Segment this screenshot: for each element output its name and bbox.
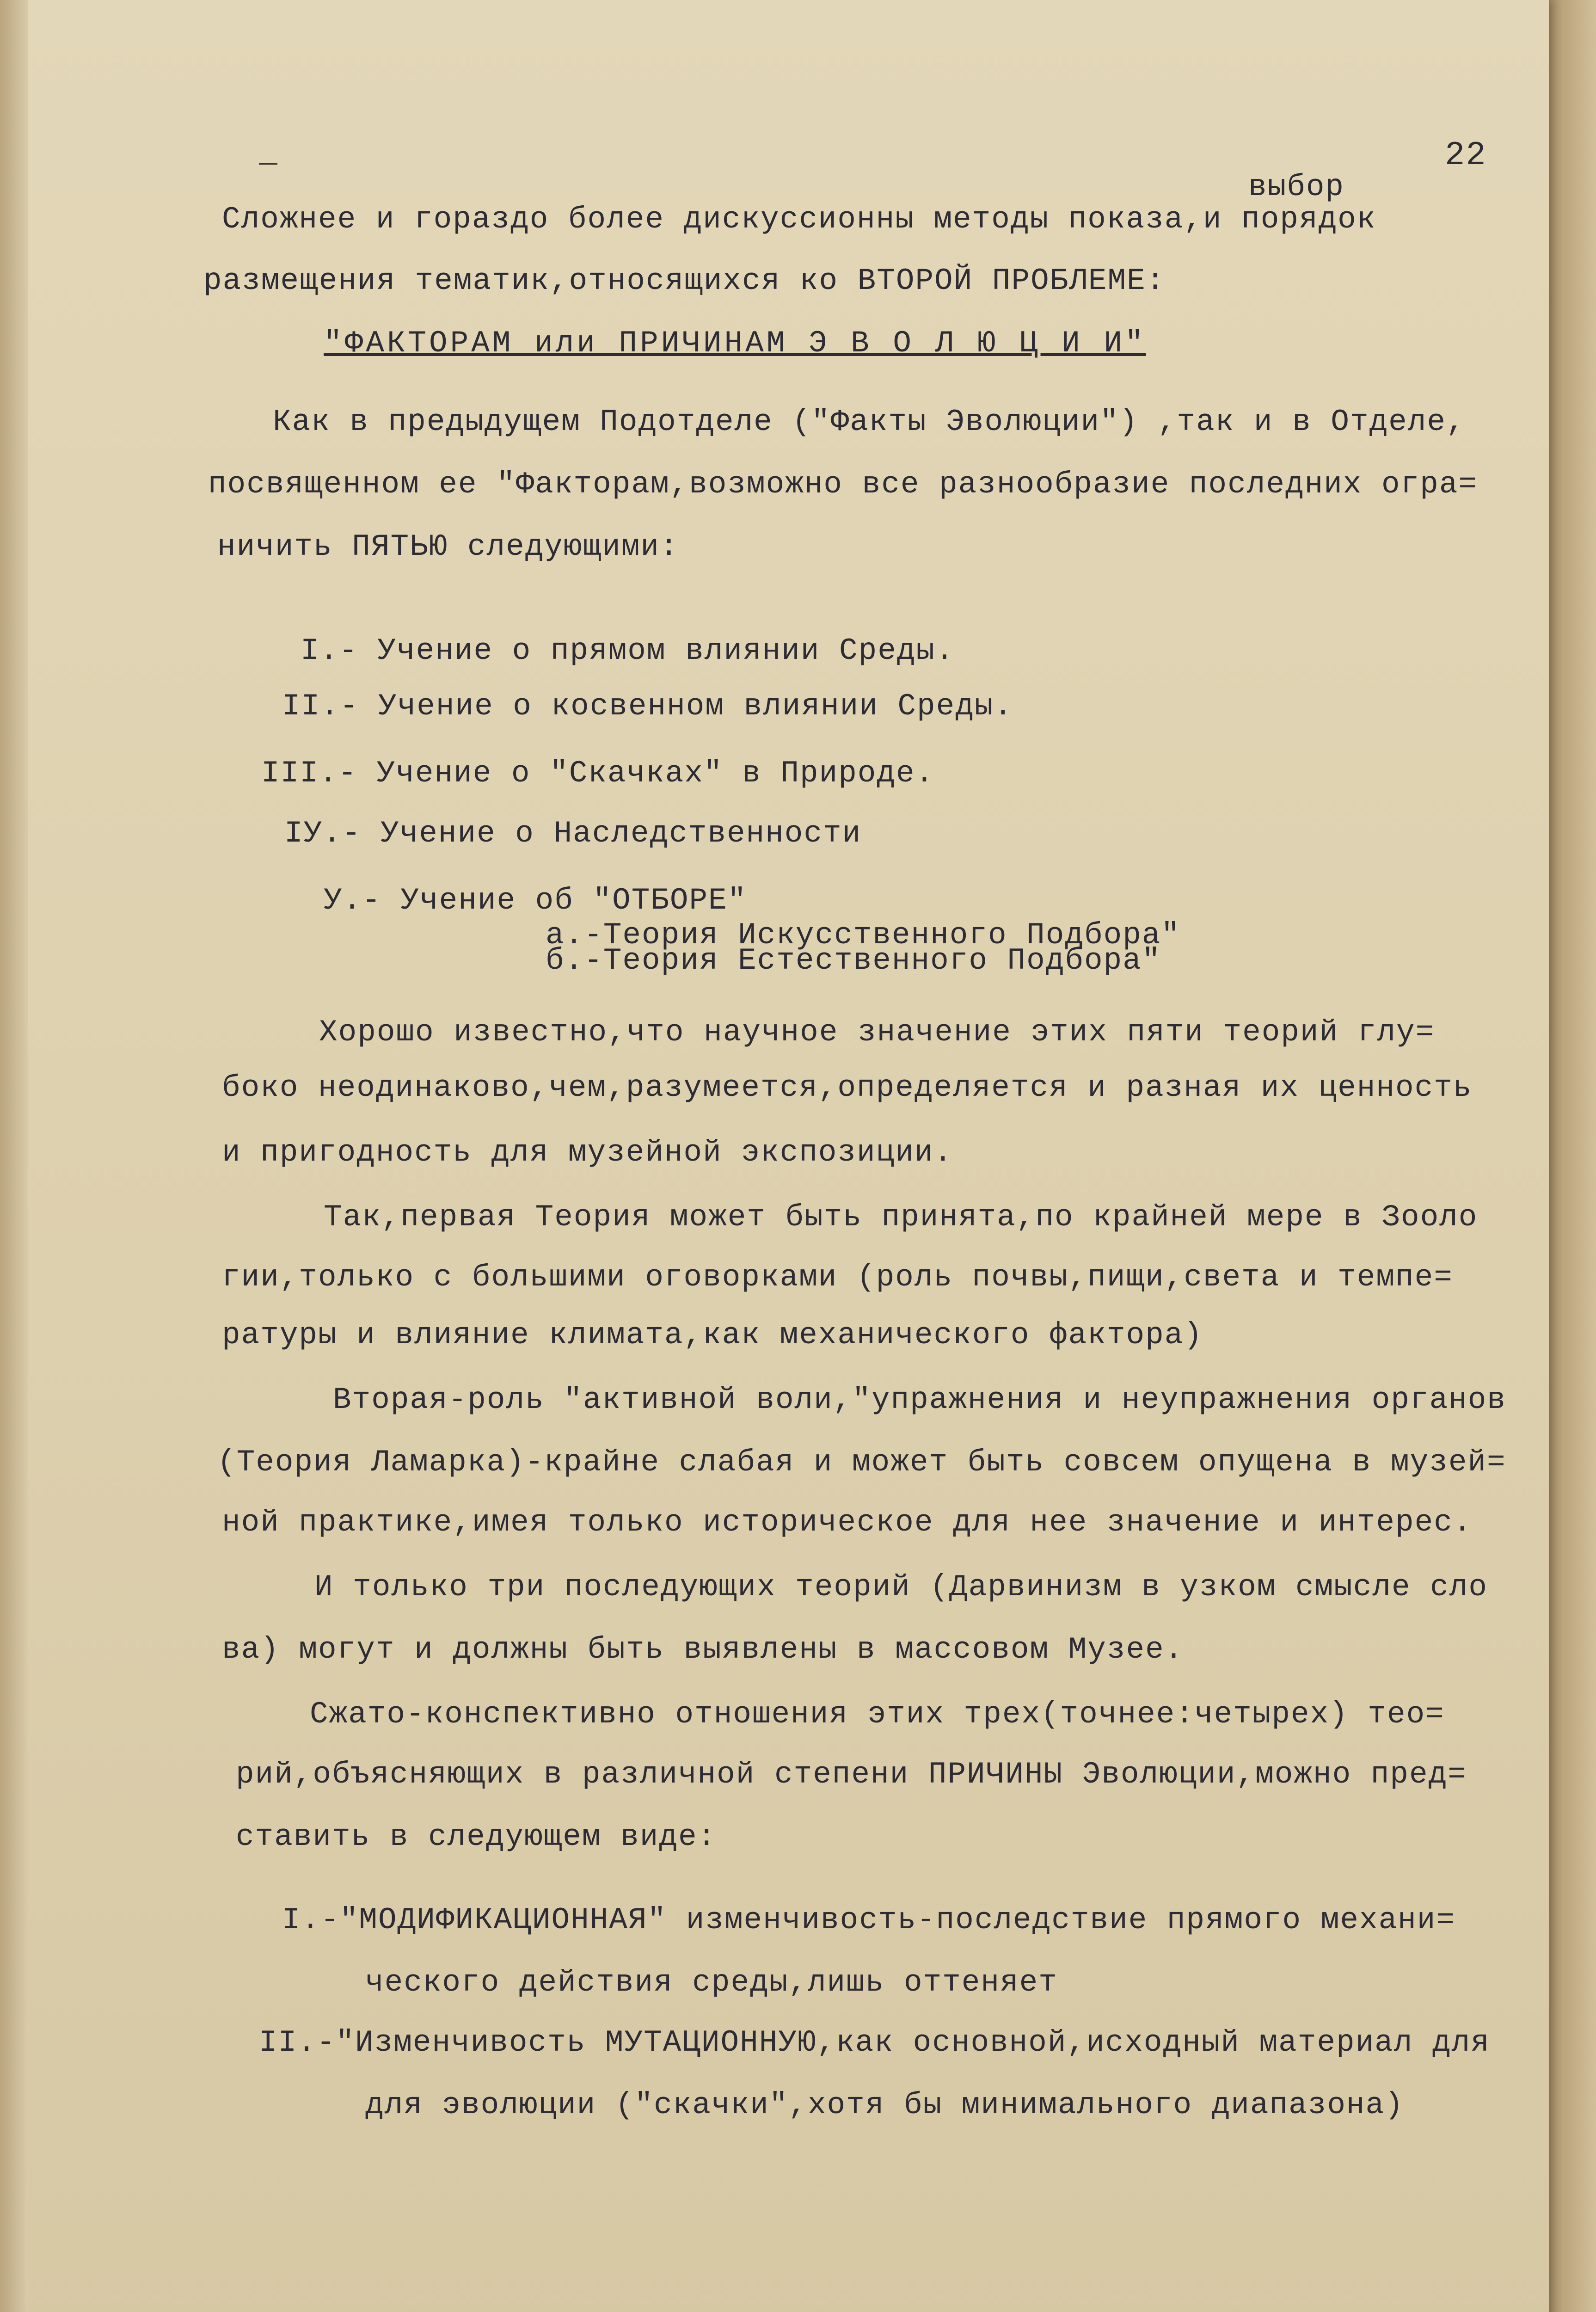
theory-2: II.- Учение о косвенном влиянии Среды. bbox=[282, 689, 1013, 724]
paragraph-3-line-3: ратуры и влияние климата,как механического фактора) bbox=[222, 1318, 1203, 1353]
subtheory-a: а.-Теория Искусственного Подбора" bbox=[546, 918, 1181, 953]
paragraph-2-line-1: Хорошо известно,что научное значение этих пяти теорий глу= bbox=[319, 1015, 1435, 1050]
paragraph-4-line-2: (Теория Ламарка)-крайне слабая и может быть совсем опущена в музей= bbox=[217, 1445, 1506, 1480]
list-2-item-2-line-1: II.-"Изменчивость МУТАЦИОННУЮ,как основной,исходный материал для bbox=[259, 2025, 1490, 2060]
paragraph-3-line-2: гии,только с большими оговорками (роль почвы,пищи,света и темпе= bbox=[222, 1260, 1453, 1295]
paragraph-5-line-2: ва) могут и должны быть выявлены в массовом Музее. bbox=[222, 1632, 1184, 1667]
list-2-item-2-line-2: для эволюции ("скачки",хотя бы минимального диапазона) bbox=[365, 2088, 1404, 2122]
paragraph-4-line-3: ной практике,имея только историческое для нее значение и интерес. bbox=[222, 1505, 1473, 1540]
list-2-item-1-line-2: ческого действия среды,лишь оттеняет bbox=[365, 1965, 1058, 2000]
dash-mark bbox=[259, 163, 277, 165]
paragraph-5-line-1: И только три последующих теорий (Дарвинизм в узком смысле сло bbox=[314, 1570, 1488, 1605]
page-number: 22 bbox=[1445, 136, 1487, 174]
paragraph-6-line-3: ставить в следующем виде: bbox=[236, 1820, 717, 1854]
binding-edge bbox=[0, 0, 28, 2312]
theory-3: III.- Учение о "Скачках" в Природе. bbox=[261, 756, 935, 791]
intro-line-2: размещения тематик,относящихся ко ВТОРОЙ ПРОБЛЕМЕ: bbox=[203, 264, 1166, 298]
section-title: "ФАКТОРАМ или ПРИЧИНАМ Э В О Л Ю Ц И И" bbox=[324, 326, 1146, 361]
theory-4: IУ.- Учение о Наследственности bbox=[284, 816, 862, 851]
paragraph-2-line-3: и пригодность для музейной экспозиции. bbox=[222, 1135, 953, 1170]
theory-5: У.- Учение об "ОТБОРЕ" bbox=[324, 883, 747, 918]
theory-1: I.- Учение о прямом влиянии Среды. bbox=[301, 633, 955, 668]
paragraph-3-line-1: Так,первая Теория может быть принята,по крайней мере в Зооло bbox=[324, 1200, 1478, 1235]
handwritten-insertion: выбор bbox=[1248, 170, 1345, 204]
paragraph-1-line-3: ничить ПЯТЬЮ следующими: bbox=[217, 529, 679, 564]
list-2-item-1-line-1: I.-"МОДИФИКАЦИОННАЯ" изменчивость-последствие прямого механи= bbox=[282, 1903, 1455, 1937]
paragraph-1-line-2: посвященном ее "Факторам,возможно все разнообразие последних огра= bbox=[208, 467, 1478, 502]
paragraph-2-line-2: боко неодинаково,чем,разумеется,определяется и разная их ценность bbox=[222, 1070, 1473, 1105]
paragraph-6-line-2: рий,объясняющих в различной степени ПРИЧИНЫ Эволюции,можно пред= bbox=[236, 1757, 1467, 1792]
subtheory-b: б.-Теория Естественного Подбора" bbox=[546, 943, 1161, 978]
paragraph-1-line-1: Как в предыдущем Подотделе ("Факты Эволюции") ,так и в Отделе, bbox=[273, 405, 1466, 439]
intro-line-1: Сложнее и гораздо более дискуссионны методы показа,и порядок bbox=[222, 202, 1376, 237]
paragraph-4-line-1: Вторая-роль "активной воли,"упражнения и неупражнения органов bbox=[333, 1383, 1506, 1417]
paragraph-6-line-1: Сжато-конспективно отношения этих трех(точнее:четырех) тео= bbox=[310, 1697, 1445, 1732]
